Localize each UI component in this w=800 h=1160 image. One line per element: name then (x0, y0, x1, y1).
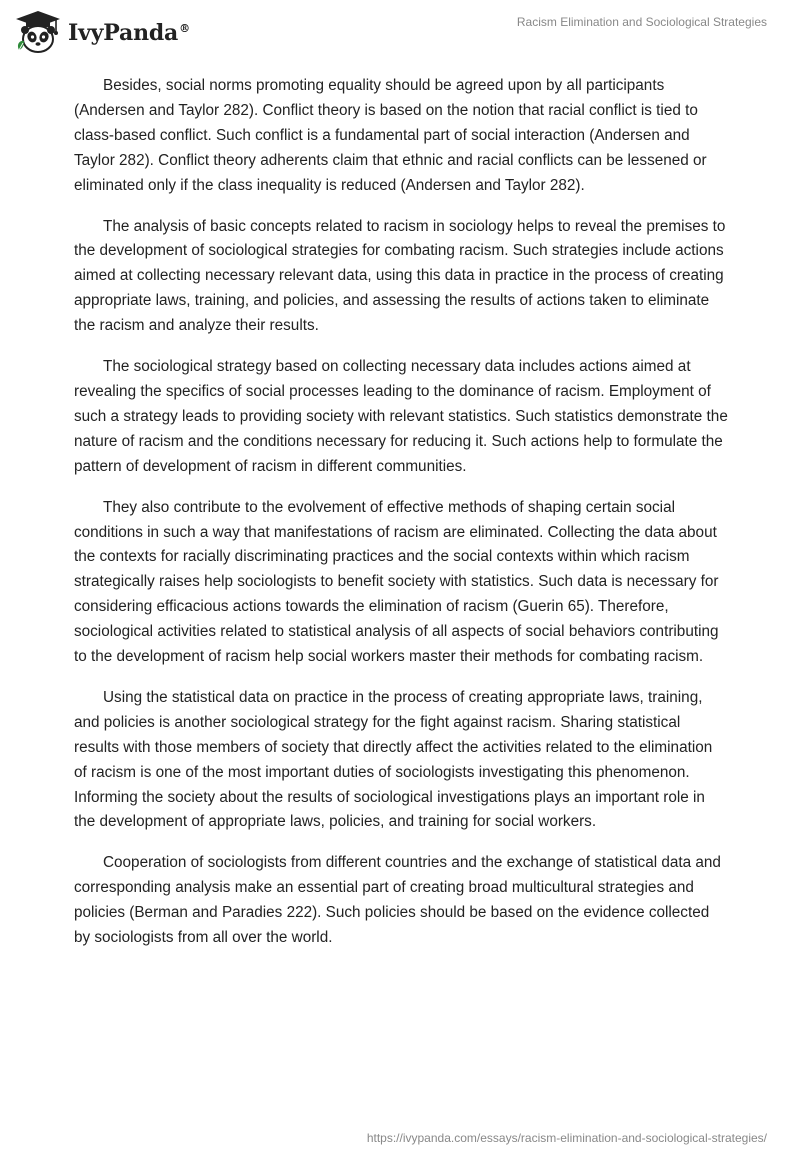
registered-mark: ® (179, 21, 190, 35)
paragraph: They also contribute to the evolvement of effective methods of shaping certain social conditions in such a way that manifestations of racism are eliminated. Collecting the data about the contexts for racially discriminating practices and the social contexts within which racism strategically raises help sociologists to benefit society with statistics. Such data is necessary for considering efficacious actions towards the elimination of racism (Guerin 65). Therefore, sociological activities related to statistical analysis of all aspects of social behaviors contributing to the development of racism help social workers master their methods for combating racism. (74, 498, 719, 666)
brand-name: IvyPanda® (68, 20, 190, 46)
brand-logo[interactable] (14, 10, 190, 54)
source-url[interactable]: https://ivypanda.com/essays/racism-elimination-and-sociological-strategies/ (366, 1131, 767, 1145)
paragraph: Cooperation of sociologists from different countries and the exchange of statistical data and corresponding analysis make an essential part of creating broad multicultural strategies and policies (Berman and Paradies 222). Such policies should be based on the evidence collected by sociologists from all over the world. (74, 854, 721, 947)
paragraph: The sociological strategy based on collecting necessary data includes actions aimed at revealing the specifics of social processes leading to the dominance of racism. Employment of such a strategy leads to providing society with relevant statistics. Such statistics demonstrate the nature of racism and the conditions necessary for reducing it. Such actions help to formulate the pattern of development of racism in different communities. (74, 358, 728, 475)
document-title: Racism Elimination and Sociological Strategies (516, 15, 767, 29)
paragraph: The analysis of basic concepts related to racism in sociology helps to reveal the premises to the development of sociological strategies for combating racism. Such strategies include actions aimed at collecting necessary relevant data, using this data in practice in the process of creating appropriate laws, training, and policies, and assessing the results of actions taken to eliminate the racism and analyze their results. (74, 217, 726, 335)
paragraph: Using the statistical data on practice in the process of creating appropriate laws, training, and policies is another sociological strategy for the fight against racism. Sharing statistical results with those members of society that directly affect the activities related to the elimination of racism is one of the most important duties of sociologists investigating this phenomenon. Informing the society about the results of sociological investigations plays an important role in the development of appropriate laws, policies, and training for social workers. (74, 688, 713, 831)
page-header (0, 0, 800, 70)
paragraph: Besides, social norms promoting equality should be agreed upon by all participants (Andersen and Taylor 282). Conflict theory is based on the notion that racial conflict is tied to class-based conflict. Such conflict is a fundamental part of social interaction (Andersen and Taylor 282). Conflict theory adherents claim that ethnic and racial conflicts can be lessened or eliminated only if the class inequality is reduced (Andersen and Taylor 282). (74, 77, 707, 194)
panda-graduate-logo-icon (14, 10, 62, 54)
essay-body (74, 74, 728, 967)
